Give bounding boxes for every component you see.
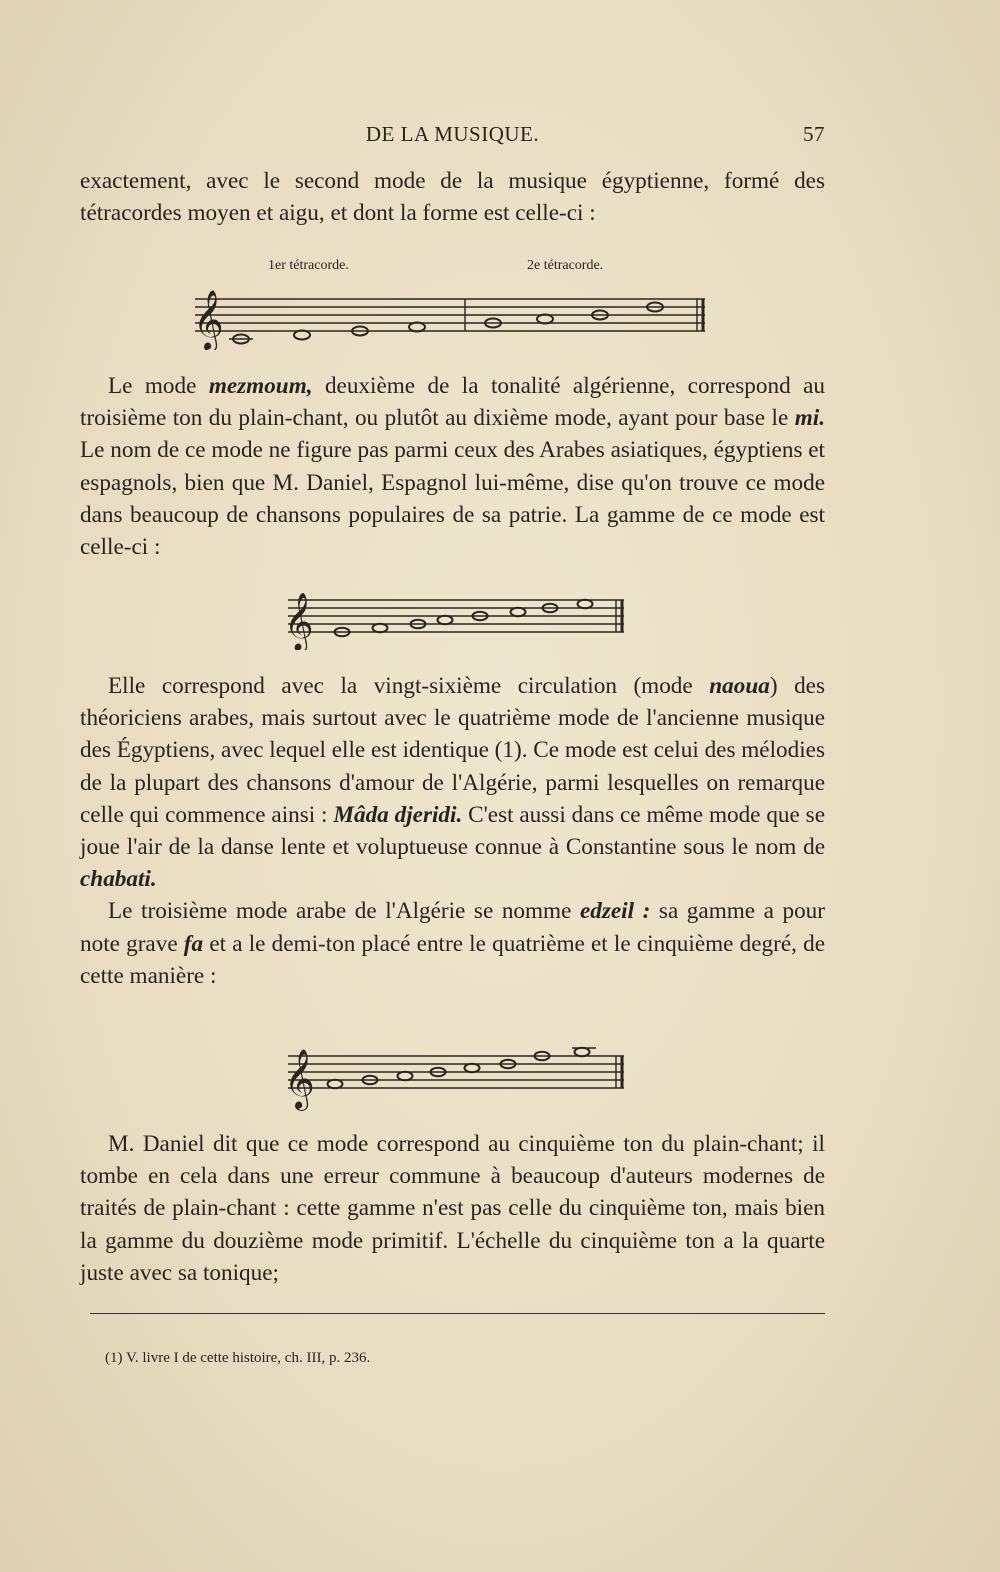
term-mi: mi.: [794, 405, 825, 432]
text-block-4: [80, 1128, 825, 1289]
page-header: [80, 122, 825, 152]
footnote: (1) V. livre I de cette histoire, ch. III, p. 236.: [105, 1350, 371, 1366]
term-chabati: chabati.: [80, 866, 157, 893]
text-run: et a le demi-ton placé entre le quatrième et le cinquième degré, de cette manière :: [80, 930, 825, 989]
text-run: Le nom de ce mode ne figure pas parmi ceux des Arabes asiatiques, égyptiens et espagnols, bien que M. Daniel, Espagnol lui-même, dise qu'on trouve ce mode dans beaucoup de chansons populaires de sa patrie. La gamme de ce mode est celle-ci :: [80, 437, 825, 561]
treble-clef-icon: 𝄞: [193, 290, 224, 350]
text-run: Le troisième mode arabe de l'Algérie se nomme: [108, 898, 580, 925]
term-mada-djeridi: Mâda djeridi.: [333, 801, 463, 828]
label-second-tetrachord: 2e tétracorde.: [527, 258, 604, 273]
text-run: deuxième de la tonalité algérienne, correspond au troisième ton du plain-chant, ou plutôt au dixième mode, ayant pour base le: [80, 373, 825, 432]
footnote-rule: [90, 1313, 825, 1314]
text-run: Elle correspond avec la vingt-sixième circulation (mode: [108, 673, 710, 699]
term-naoua: naoua: [709, 673, 770, 699]
music-staff-3: [280, 1040, 630, 1112]
term-edzeil: edzeil :: [579, 898, 651, 925]
text-block-2: [80, 370, 825, 563]
treble-clef-icon: 𝄞: [284, 1049, 315, 1109]
text-block-3: [80, 670, 825, 992]
text-run: Le mode: [108, 373, 209, 399]
term-fa: fa: [183, 930, 204, 957]
paragraph: [80, 895, 825, 992]
text-run: C'est aussi dans ce même mode que se joue l'air de la danse lente et voluptueuse connue à Constantine sous le nom de: [80, 801, 825, 861]
paragraph: exactement, avec le second mode de la musique égyptienne, formé des tétracordes moyen et aigu, et dont la forme est celle-ci :: [80, 168, 825, 227]
text-run: ) des théoriciens arabes, mais surtout avec le quatrième mode de l'ancienne musique des Égyptiens, avec lequel elle est identique (1). Ce mode est celui des mélodies de la plupart des chansons d'amour de l'Algérie, parmi lesquelles on remarque celle qui commence ainsi :: [80, 673, 825, 828]
running-title: DE LA MUSIQUE.: [365, 122, 540, 146]
treble-clef-icon: 𝄞: [284, 592, 314, 650]
paragraph: [80, 370, 825, 563]
music-staff-1: [185, 285, 715, 350]
paragraph: M. Daniel dit que ce mode correspond au cinquième ton du plain-chant; il tombe en cela dans une erreur commune à beaucoup d'auteurs modernes de traités de plain-chant : cette gamme n'est pas celle du cinquième ton, mais bien la gamme du douzième mode primitif. L'échelle du cinquième ton a la quarte juste avec sa tonique;: [80, 1131, 825, 1286]
label-first-tetrachord: 1er tétracorde.: [268, 258, 349, 273]
music-staff-2: [280, 588, 630, 650]
text-block-1: [80, 165, 825, 229]
staff-labels: [80, 258, 825, 278]
term-mezmoum: mezmoum,: [208, 373, 313, 399]
paragraph: [80, 670, 825, 895]
text-run: sa gamme a pour note grave: [80, 898, 826, 957]
page-number: 57: [803, 122, 825, 146]
